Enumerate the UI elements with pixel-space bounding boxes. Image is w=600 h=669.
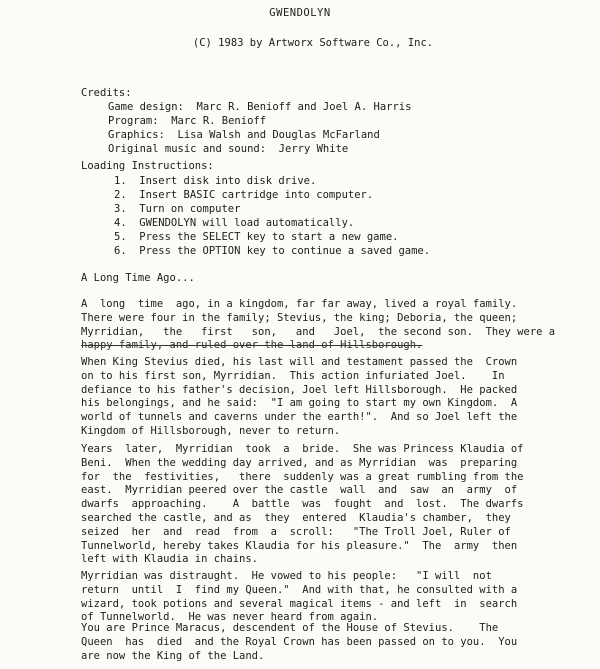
paragraph-line: Kingdom of Hillsborough, never to return. — [81, 424, 341, 437]
paragraph-line: Beni. When the wedding day arrived, and as Myrridian was preparing — [81, 456, 518, 469]
story-paragraph — [81, 622, 531, 663]
story-paragraph — [81, 570, 531, 625]
credits-line: Graphics: Lisa Walsh and Douglas McFarland — [108, 129, 380, 141]
paragraph-line: on to his first son, Myrridian. This action infuriated Joel. In — [81, 369, 505, 382]
credits-line: Program: Marc R. Benioff — [108, 115, 267, 127]
paragraph-line: Myrridian, the first son, and Joel, the second son. They were a — [81, 325, 556, 338]
story-paragraph — [81, 356, 531, 439]
paragraph-line: There were four in the family; Stevius, the king; Deboria, the queen; — [81, 311, 518, 324]
struck-out-line: happy family, and ruled over the land of Hillsborough. — [81, 339, 423, 352]
paragraph-line: return until I find my Queen." And with that, he consulted with a — [81, 583, 518, 596]
paragraph-line: Myrridian was distraught. He vowed to his people: "I will not — [81, 570, 492, 582]
document-title: GWENDOLYN — [269, 7, 331, 19]
credits-line: Original music and sound: Jerry White — [108, 143, 349, 155]
loading-step: 2. Insert BASIC cartridge into computer. — [114, 189, 374, 201]
loading-heading: Loading Instructions: — [81, 160, 214, 172]
paragraph-line: are now the King of the Land. — [81, 649, 265, 662]
paragraph-line: wizard, took potions and several magical items - and left in search — [81, 597, 518, 610]
paragraph-line: of Tunnelworld. He was never heard from again. — [81, 611, 379, 624]
story-paragraph — [81, 443, 531, 567]
paragraph-line: A long time ago, in a kingdom, far far away, lived a royal family. — [81, 298, 518, 310]
loading-step: 3. Turn on computer — [114, 203, 241, 215]
paragraph-line: east. Myrridian peered over the castle wall and saw an army of — [81, 484, 518, 497]
loading-step: 5. Press the SELECT key to start a new game. — [114, 231, 399, 243]
story-heading: A Long Time Ago... — [81, 272, 195, 284]
copyright-line: (C) 1983 by Artworx Software Co., Inc. — [192, 37, 434, 49]
loading-step: 1. Insert disk into disk drive. — [114, 175, 317, 187]
paragraph-line: seized her and read from a scroll: "The Troll Joel, Ruler of — [81, 525, 511, 538]
credits-heading: Credits: — [81, 87, 132, 99]
paragraph-line: When King Stevius died, his last will and testament passed the Crown — [81, 356, 518, 368]
paragraph-line: left with Klaudia in chains. — [81, 553, 259, 566]
paragraph-line: Years later, Myrridian took a bride. She was Princess Klaudia of — [81, 443, 524, 455]
credits-line: Game design: Marc R. Benioff and Joel A. Harris — [108, 101, 412, 113]
paragraph-line: his belongings, and he said: "I am going to start my own Kingdom. A — [81, 397, 518, 410]
paragraph-line: Tunnelworld, hereby takes Klaudia for his pleasure." The army then — [81, 539, 518, 552]
story-paragraph — [81, 298, 556, 353]
paragraph-line: world of tunnels and caverns under the earth!". And so Joel left the — [81, 411, 518, 424]
paragraph-line: Queen has died and the Royal Crown has been passed on to you. You — [81, 635, 518, 648]
paragraph-line: for the festivities, there suddenly was a great rumbling from the — [81, 470, 524, 483]
paragraph-line: dwarfs approaching. A battle was fought and lost. The dwarfs — [81, 498, 524, 511]
loading-step: 4. GWENDOLYN will load automatically. — [114, 217, 355, 229]
paragraph-line: defiance to his father's decision, Joel left Hillsborough. He packed — [81, 383, 518, 396]
paragraph-line: You are Prince Maracus, descendent of the House of Stevius. The — [81, 622, 499, 634]
loading-step: 6. Press the OPTION key to continue a saved game. — [114, 245, 431, 257]
paragraph-line: searched the castle, and as they entered Klaudia's chamber, they — [81, 511, 511, 524]
